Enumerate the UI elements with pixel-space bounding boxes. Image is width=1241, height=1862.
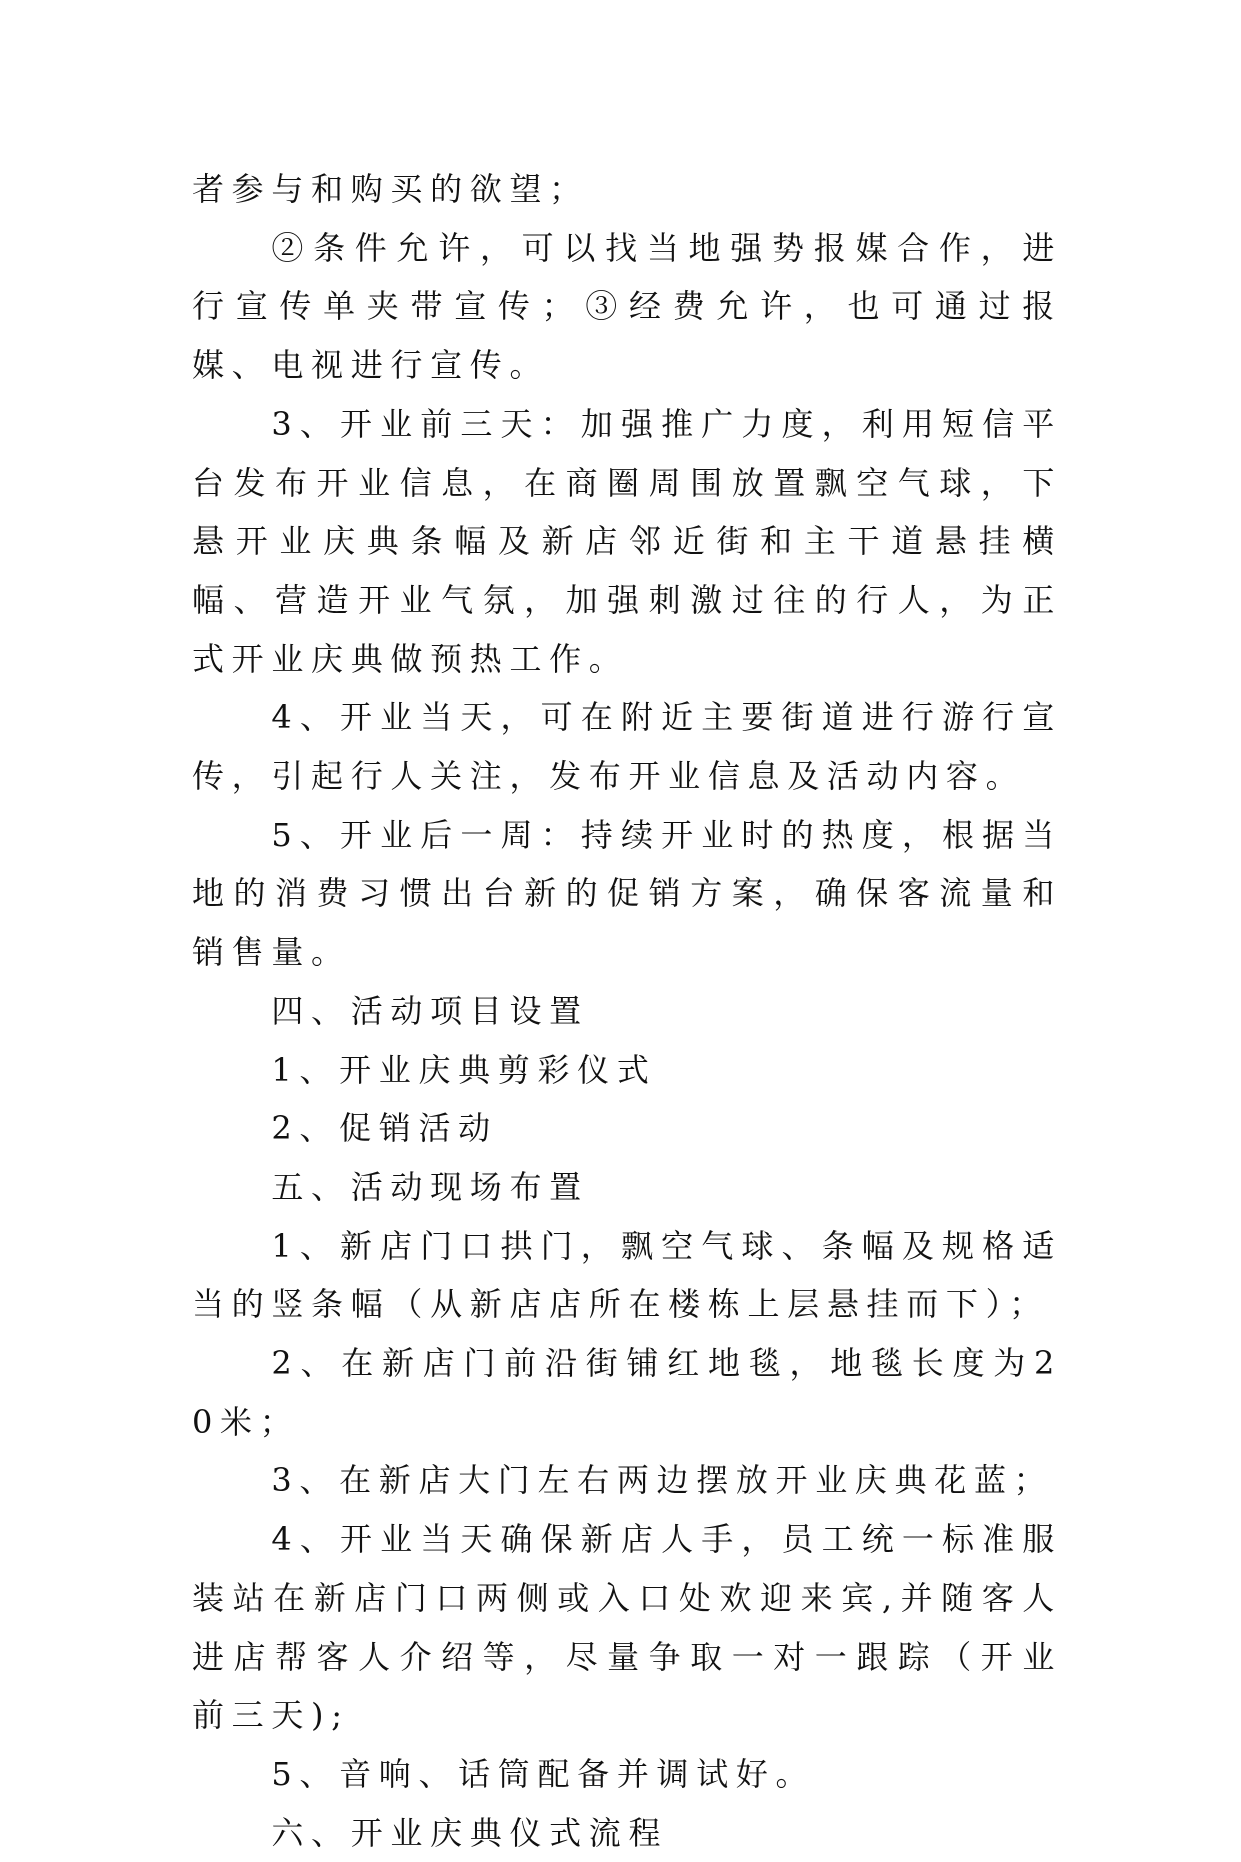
list-item-red-carpet: 2、在新店门前沿街铺红地毯，地毯长度为20米；	[192, 1344, 1062, 1441]
list-item-arch-and-banners: 1、新店门口拱门，飘空气球、条幅及规格适当的竖条幅（从新店店所在楼栋上层悬挂而下）；	[192, 1226, 1062, 1324]
list-item-ribbon-cutting: 1、开业庆典剪彩仪式	[271, 1050, 657, 1089]
list-item-staff-greeting: 4、开业当天确保新店人手，员工统一标准服装站在新店门口两侧或入口处欢迎来宾,并随客人进店帮客人介绍等，尽量争取一对一跟踪（开业前三天);	[192, 1520, 1062, 1735]
list-item-promotion: 2、促销活动	[271, 1109, 498, 1148]
list-item-audio-equipment: 5、音响、话筒配备并调试好。	[271, 1754, 816, 1793]
document-body	[192, 160, 1062, 1862]
paragraph-opening-day: 4、开业当天，可在附近主要街道进行游行宣传，引起行人关注，发布开业信息及活动内容。	[192, 698, 1062, 796]
paragraph-three-days-before: 3、开业前三天：加强推广力度，利用短信平台发布开业信息，在商圈周围放置飘空气球，下悬开业庆典条幅及新店邻近街和主干道悬挂横幅、营造开业气氛，加强刺激过往的行人，为正式开业庆典做预热工作。	[192, 404, 1062, 678]
section-heading-activities: 四、活动项目设置	[271, 991, 589, 1030]
section-heading-venue-setup: 五、活动现场布置	[271, 1167, 589, 1206]
list-item-flower-baskets: 3、在新店大门左右两边摆放开业庆典花蓝；	[271, 1461, 1054, 1500]
section-heading-ceremony-flow: 六、开业庆典仪式流程	[271, 1813, 669, 1852]
paragraph-publicity-options: ②条件允许，可以找当地强势报媒合作，进行宣传单夹带宣传；③经费允许，也可通过报媒、电视进行宣传。	[192, 228, 1062, 385]
paragraph-continuation: 者参与和购买的欲望；	[192, 170, 589, 208]
paragraph-week-after: 5、开业后一周：持续开业时的热度，根据当地的消费习惯出台新的促销方案，确保客流量和销售量。	[192, 815, 1062, 972]
